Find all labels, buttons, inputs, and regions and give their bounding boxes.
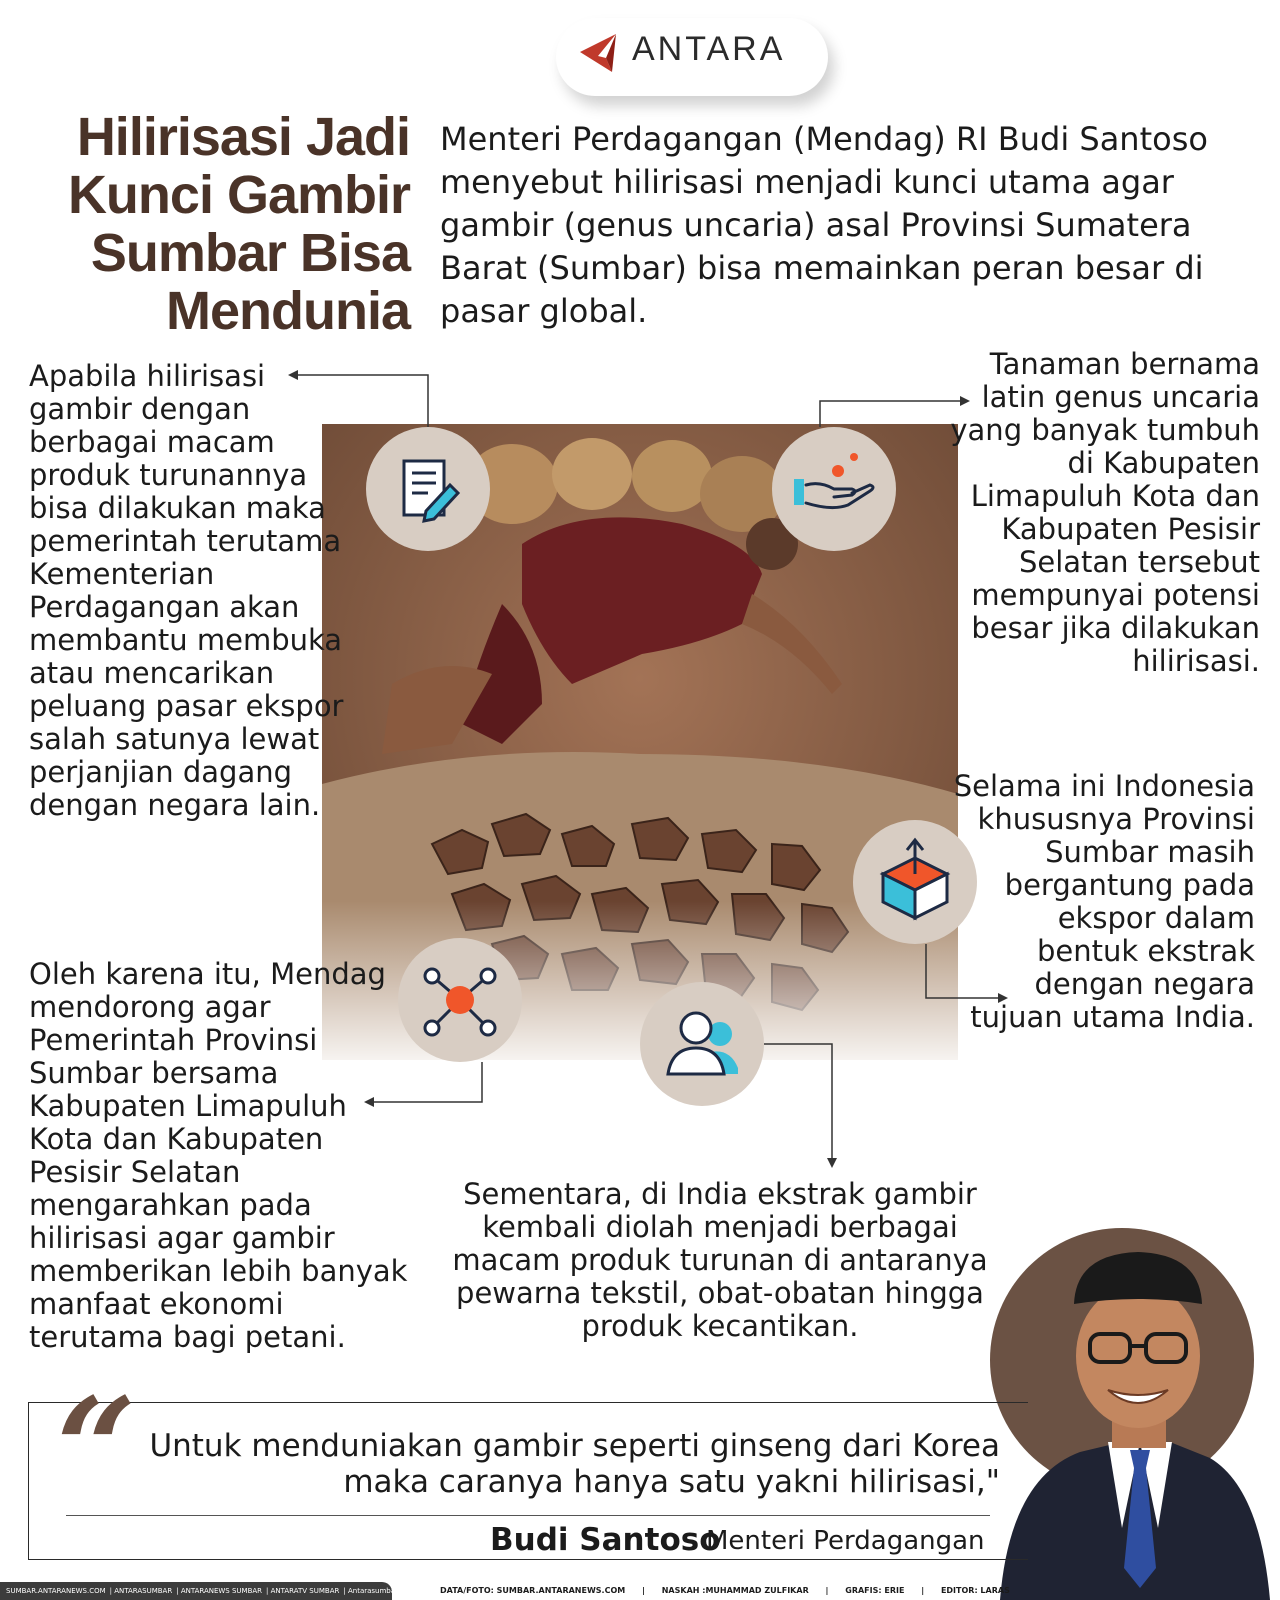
footer-social-tiktok: Antarasumbar <box>347 1587 398 1595</box>
footer-social-instagram: ANTARASUMBAR <box>114 1587 173 1595</box>
credit-editor: EDITOR: LARAS <box>940 1586 1010 1595</box>
minister-portrait <box>990 1228 1280 1600</box>
document-pen-icon <box>366 427 490 551</box>
paragraph-right-mid: Selama ini Indonesia khususnya Provinsi Sumbar masih bergantung pada ekspor dalam bentuk ekstrak dengan negara tujuan utama India. <box>953 769 1255 1034</box>
logo-text: ANTARA <box>632 30 786 68</box>
page-title: Hilirisasi Jadi Kunci Gambir Sumbar Bisa Mendunia <box>67 107 410 341</box>
paragraph-left-top: Apabila hilirisasi gambir dengan berbagai macam produk turunannya bisa dilakukan maka pemerintah terutama Kementerian Perdagangan akan membantu membuka atau mencarikan peluang pasar ekspor salah satunya lewat perjanjian dagang dengan negara lain. <box>29 359 344 822</box>
footer-social-youtube: ANTARATV SUMBAR <box>270 1587 340 1595</box>
credit-separator: | <box>825 1586 829 1595</box>
quote-divider <box>66 1515 990 1516</box>
network-icon <box>398 938 522 1062</box>
intro-paragraph: Menteri Perdagangan (Mendag) RI Budi Santoso menyebut hilirisasi menjadi kunci utama agar gambir (genus uncaria) asal Provinsi Sumatera Barat (Sumbar) bisa memainkan peran besar di pasar global. <box>440 120 1208 330</box>
footer-credits <box>440 1586 1024 1595</box>
credit-data: DATA/FOTO: SUMBAR.ANTARANEWS.COM <box>440 1586 626 1595</box>
quote-author: Budi Santoso <box>490 1522 721 1558</box>
paragraph-right-top: Tanaman bernama latin genus uncaria yang banyak tumbuh di Kabupaten Limapuluh Kota dan Kabupaten Pesisir Selatan tersebut mempunyai potensi besar jika dilakukan hilirisasi. <box>950 347 1260 678</box>
footer-social-bar: SUMBAR.ANTARANEWS.COM | ANTARASUMBAR | ANTARANEWS SUMBAR | ANTARATV SUMBAR | Antarasumbar <box>0 1582 392 1600</box>
hand-seeds-icon <box>772 427 896 551</box>
paragraph-center-bottom: Sementara, di India ekstrak gambir kembali diolah menjadi berbagai macam produk turunan di antaranya pewarna tekstil, obat-obatan hingga produk kecantikan. <box>452 1177 988 1343</box>
credit-separator: | <box>921 1586 925 1595</box>
credit-graphic: GRAFIS: ERIE <box>845 1586 905 1595</box>
footer-social-facebook: ANTARANEWS SUMBAR <box>180 1587 263 1595</box>
paragraph-left-bottom: Oleh karena itu, Mendag mendorong agar Pemerintah Provinsi Sumbar bersama Kabupaten Limapuluh Kota dan Kabupaten Pesisir Selatan mengarahkan pada hilirisasi agar gambir memberikan lebih banyak manfaat ekonomi terutama bagi petani. <box>29 957 408 1354</box>
quote-text: Untuk menduniakan gambir seperti ginseng dari Korea maka caranya hanya satu yakni hilirisasi," <box>149 1428 1000 1500</box>
credit-writer: NASKAH :MUHAMMAD ZULFIKAR <box>661 1586 809 1595</box>
quote-mark-icon: “ <box>56 1368 137 1532</box>
footer-social-web: SUMBAR.ANTARANEWS.COM <box>6 1587 106 1595</box>
quote-author-role: Menteri Perdagangan <box>706 1526 985 1556</box>
people-icon <box>640 982 764 1106</box>
credit-separator: | <box>642 1586 645 1595</box>
